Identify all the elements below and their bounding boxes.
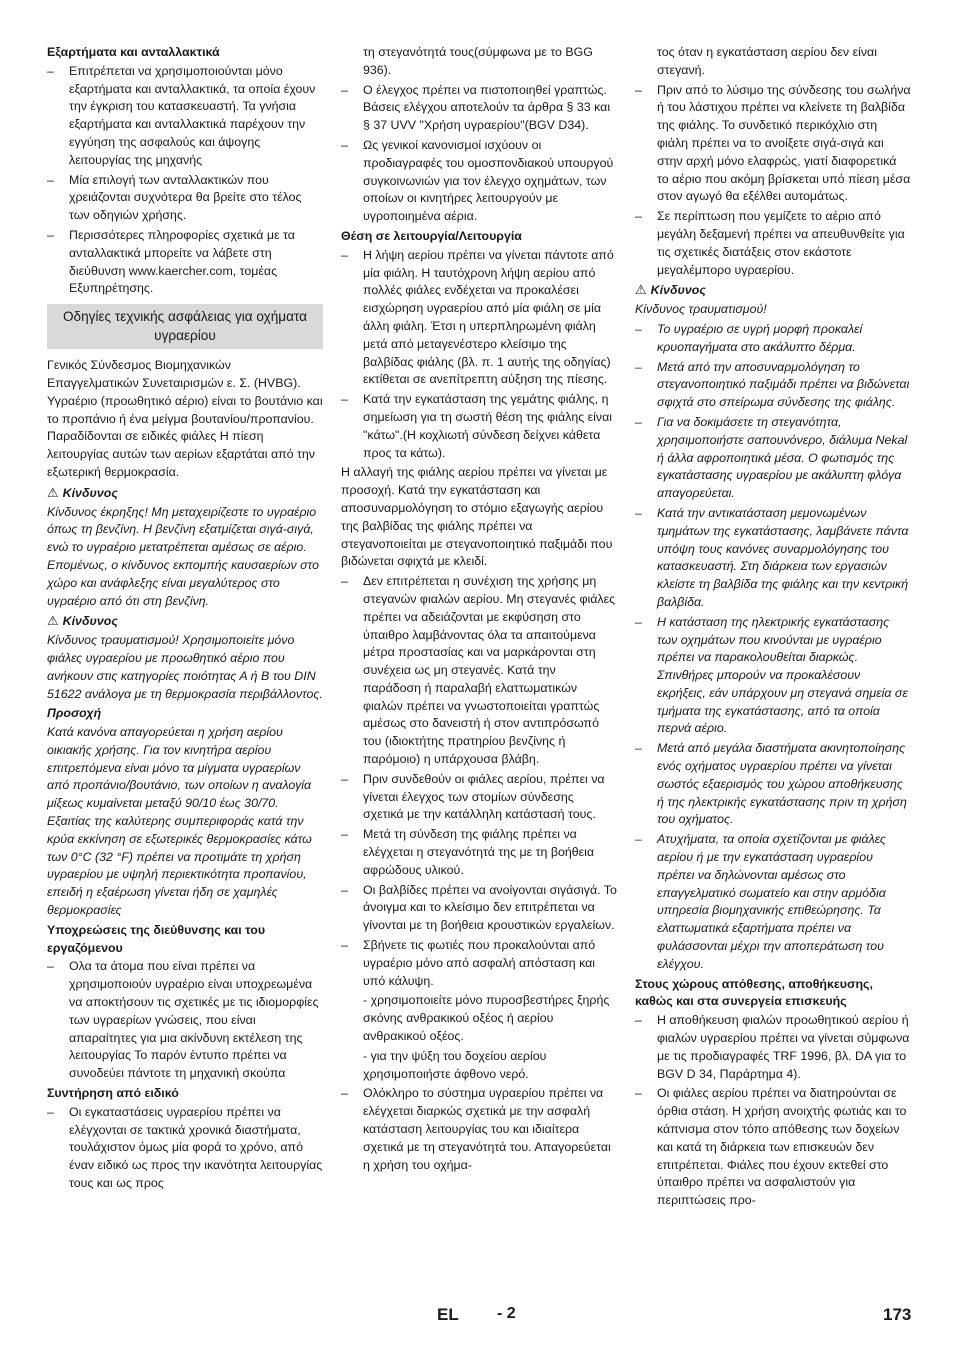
footer-page-marker: - 2 — [497, 1305, 516, 1322]
continued-text: - για την ψύξη του δοχείου αερίου χρησιμοποιήστε άφθονο νερό. — [363, 1048, 547, 1081]
list-item: – Σε περίπτωση που γεμίζετε το αέριο από μεγάλη δεξαμενή πρέπει να απευθυνθείτε για τις σχετικές διατάξεις στον εκάστοτε μεγαλέμπορο υγραερίου. — [635, 208, 911, 279]
text-column-2 — [341, 44, 617, 1176]
warning-text: Κίνδυνος τραυματισμού! — [635, 302, 767, 317]
danger-heading — [47, 484, 323, 503]
list-item: – Μετά τη σύνδεση της φιάλης πρέπει να ελέγχεται η στεγανότητά της με τη βοήθεια αφρώδους υλικού. — [341, 826, 617, 879]
list-item: – Η λήψη αερίου πρέπει να γίνεται πάντοτε από μία φιάλη. Η ταυτόχρονη λήψη αερίου από πολλές φιάλες ενδέχεται να προκαλέσει εισχώρηση υγραερίου από μία φιάλη σε μία άλλη φιάλη. Έτσι η υπερπληρωμένη φιάλη μετά από μεταγενέστερο κλείσιμο της βαλβίδας φιάλης (βλ. π. 1 αυτής της οδηγίας) εκτίθεται σε ανεπίτρεπτη αύξηση της πίεσης. — [341, 247, 617, 389]
paragraph: Η αλλαγή της φιάλης αερίου πρέπει να γίνεται με προσοχή. Κατά την εγκατάσταση και αποσυναρμολόγηση το στόμιο εξαγωγής αερίου της βαλβίδας της φιάλης πρέπει να στεγανοποιείται με στεγανοποιητικό παξιμάδι που βιδώνεται σφιχτά με κλειδί. — [341, 465, 613, 569]
warning-text: Κατά κανόνα απαγορεύεται η χρήση αερίου οικιακής χρήσης. Για τον κινητήρα αερίου επιτρεπόμενα είναι μόνο τα μίγματα υγραερίων από προπάνιο/βουτάνιο, των οποίων η αναλογία μίξεως κυμαίνεται μεταξύ 90/10 έως 30/70. Εξαιτίας της καλύτερης συμπεριφοράς κατά την κρύα εκκίνηση σε εξωτερικές θερμοκρασίες κάτω των 0°C (32 °F) πρέπει να προτιμάτε τη χρήση υγραερίου με υψηλή περιεκτικότητα προπανίου, επειδή η εξαέρωση γίνεται ήδη σε χαμηλές θερμοκρασίες — [47, 725, 312, 918]
warning-list-item: – Η κατάσταση της ηλεκτρικής εγκατάστασης των οχημάτων που κινούνται με υγραέριο πρέπει να παρακολουθείται διαρκώς. Σπινθήρες μπορούν να προκαλέσουν εκρήξεις, εάν υπάρχουν μη στεγανά σημεία σε τμήματα της εγκατάστασης, από τα οποία περνά αέριο. — [635, 614, 911, 739]
list-item: – Οι βαλβίδες πρέπει να ανοίγονται σιγάσιγά. Το άνοιγμα και το κλείσιμο δεν επιτρέπεται να γίνονται με τη βοήθεια κρουστικών εργαλείων. — [341, 882, 617, 935]
paragraph: Γενικός Σύνδεσμος Βιομηχανικών Επαγγελματικών Συνεταιρισμών ε. Σ. (HVBG). Υγραέριο (προωθητικό αέριο) είναι το βουτάνιο και το προπάνιο ή ένα μείγμα βουτανίου/προπανίου. Παραδίδονται σε ειδικές φιάλες Η πίεση λειτουργίας αυτών των αερίων εξαρτάται από την εξωτερική θερμοκρασία. — [47, 358, 323, 479]
text-column-1 — [47, 44, 323, 1195]
danger-heading — [47, 612, 323, 631]
warning-text: Κίνδυνος τραυματισμού! Χρησιμοποιείτε μόνο φιάλες υγραερίου με προωθητικό αέριο που ανήκουν στις κατηγορίες ποιότητας Α ή Β του DIN 51622 ανάλογα με τη θερμοκρασία περιβάλλοντος. — [47, 633, 323, 701]
continued-text: - χρησιμοποιείτε μόνο πυροσβεστήρες ξηρής σκόνης ανθρακικού οξέος ή αερίου ανθρακικού οξέος. — [363, 993, 610, 1044]
danger-label: Κίνδυνος — [62, 614, 118, 629]
list-item: – Πριν από το λύσιμο της σύνδεσης του σωλήνα ή του λάστιχου πρέπει να κλείνετε τη βαλβίδα της φιάλης. Το συνδετικό περικόχλιο στη φιάλη πρέπει να το ανοίξετε σιγά-σιγά και στην αρχή μόνο ελαφρώς, γιατί διαφορετικά το αέριο που ακόμη βρίσκεται υπό πίεση μέσα στον αγωγό θα εξέλθει αυτομάτως. — [635, 82, 911, 207]
section-title-box: Οδηγίες τεχνικής ασφάλειας για οχήματα υγραερίου — [47, 304, 323, 349]
footer-page-number: 173 — [883, 1305, 912, 1324]
list-item: – Σβήνετε τις φωτιές που προκαλούνται από υγραέριο μόνο από ασφαλή απόσταση και υπό κάλυψη. — [341, 937, 617, 990]
warning-list-item: – Κατά την αντικατάσταση μεμονωμένων τμημάτων της εγκατάστασης, λαμβάνετε πάντα υπόψη τους κανόνες συναρμολόγησης του κατασκευαστή. Στη διάρκεια των εργασιών κλείστε τη βαλβίδα της φιάλης και την κεντρική βαλβίδα. — [635, 505, 911, 612]
list-item: – Ως γενικοί κανονισμοί ισχύουν οι προδιαγραφές του ομοσπονδιακού υπουργού συγκοινωνιών για τον έλεγχο οχημάτων, των οποίων οι κινητήρες λειτουργούν με υγροποιημένα αέρια. — [341, 137, 617, 226]
continued-text: τος όταν η εγκατάσταση αερίου δεν είναι στεγανή. — [657, 45, 877, 77]
section-heading: Συντήρηση από ειδικό — [47, 1086, 179, 1101]
text-column-3 — [635, 44, 911, 1212]
section-heading: Θέση σε λειτουργία/Λειτουργία — [341, 228, 522, 243]
warning-text: Κίνδυνος έκρηξης! Μη μεταχειρίζεστε το υγραέριο όπως τη βενζίνη. Η βενζίνη εξατμίζεται σιγά-σιγά, ενώ το υγραέριο μετατρέπεται αμέσως σε αέριο. Επομένως, ο κίνδυνος εκπομπής καυσαερίων στο χώρο και ανάφλεξης είναι μεγαλύτερος στο υγραέριο από ότι στη βενζίνη. — [47, 504, 319, 608]
list-item: – Πριν συνδεθούν οι φιάλες αερίου, πρέπει να γίνεται έλεγχος των στομίων σύνδεσης σχετικά με την κατάλληλη κατάστασή τους. — [341, 771, 617, 824]
section-heading: Στους χώρους απόθεσης, αποθήκευσης, καθώς και στα συνεργεία επισκευής — [635, 976, 873, 1009]
list-item: – Δεν επιτρέπεται η συνέχιση της χρήσης μη στεγανών φιαλών αερίου. Μη στεγανές φιάλες πρέπει να αδειάζονται με εκφύσηση στο ύπαιθρο λαμβάνοντας όλα τα απαιτούμενα μέτρα προστασίας και να μαρκάρονται στη συνέχεια ως μη στεγανές. Κατά την παράδοση ή παραλαβή ελαττωματικών φιαλών πρέπει να γνωστοποιείται γραπτώς αμέσως στο δανειστή ή στον αντιπρόσωπό του (ιδιοκτήτης πρατηρίου βενζίνης ή παρόμοιο) η υπάρχουσα βλάβη. — [341, 573, 617, 769]
list-item: – Η αποθήκευση φιαλών προωθητικού αερίου ή φιαλών υγραερίου πρέπει να γίνεται σύμφωνα με τις προδιαγραφές TRF 1996, βλ. DA για το BGV D 34, Παράρτημα 4). — [635, 1012, 911, 1083]
list-item: – Ο έλεγχος πρέπει να πιστοποιηθεί γραπτώς. Βάσεις ελέγχου αποτελούν τα άρθρα § 33 και § 37 UVV "Χρήση υγραερίου"(BGV D34). — [341, 82, 617, 135]
danger-label: Κίνδυνος — [650, 283, 706, 298]
list-item: – Ολόκληρο το σύστημα υγραερίου πρέπει να ελέγχεται διαρκώς σχετικά με την ασφαλή κατάσταση λειτουργίας του και ιδιαίτερα σχετικά με τη στεγανότητά του. Απαγορεύεται η χρήση του οχήμα- — [341, 1085, 617, 1174]
list-item: – Ολα τα άτομα που είναι πρέπει να χρησιμοποιούν υγραέριο είναι υποχρεωμένα να αποκτήσουν τις σχετικές με τις ιδιομορφίες των υγραερίων γνώσεις, που είναι απαραίτητες για μια ακίνδυνη εκτέλεση της λειτουργίας Το παρόν έντυπο πρέπει να συνοδεύει πάντοτε τη μηχανική σκούπα — [47, 958, 323, 1083]
warning-list-item: – Για να δοκιμάσετε τη στεγανότητα, χρησιμοποιήστε σαπουνόνερο, διάλυμα Nekal ή άλλα αφροποιητικά μέσα. Ο φωτισμός της εγκατάστασης υγραερίου με ακάλυπτη φλόγα απαγορεύεται. — [635, 414, 911, 503]
warning-list-item: – Ατυχήματα, τα οποία σχετίζονται με φιάλες αερίου ή με την εγκατάσταση υγραερίου πρέπει να δηλώνονται αμέσως στο επαγγελματικό σωματείο και στην αρμόδια υπηρεσία βιομηχανικής επιθεώρησης. Τα ελαττωματικά εξαρτήματα πρέπει να φυλάσσονται μέχρι την αποπεράτωση του ελέγχου. — [635, 831, 911, 973]
list-item: – Περισσότερες πληροφορίες σχετικά με τα ανταλλακτικά μπορείτε να λάβετε στη διεύθυνση www.kaercher.com, τομέας Εξυπηρέτησης. — [47, 227, 323, 298]
warning-list-item: – Μετά από μεγάλα διαστήματα ακινητοποίησης ενός οχήματος υγραερίου πρέπει να γίνεται σωστός εξαερισμός του χώρου αποθήκευσης ή της ηλεκτρικής εγκατάστασης πριν τη χρήση του οχήματος. — [635, 740, 911, 829]
danger-heading — [635, 281, 911, 300]
danger-label: Κίνδυνος — [62, 485, 118, 500]
continued-text: τη στεγανότητά τους(σύμφωνα με το BGG 936). — [363, 45, 593, 77]
warning-triangle-icon: ⚠ — [47, 613, 59, 629]
list-item: – Μία επιλογή των ανταλλακτικών που χρειάζονται συχνότερα θα βρείτε στο τέλος των οδηγιών χρήσης. — [47, 172, 323, 225]
warning-list-item: – Το υγραέριο σε υγρή μορφή προκαλεί κρυοπαγήματα στο ακάλυπτο δέρμα. — [635, 321, 911, 357]
list-item: – Οι φιάλες αερίου πρέπει να διατηρούνται σε όρθια στάση. Η χρήση ανοιχτής φωτιάς και το κάπνισμα στον τόπο απόθεσης των δοχείων και κατά τη διάρκεια των επισκευών δεν επιτρέπεται. Φιάλες που έχουν εκτεθεί στο ύπαιθρο πρέπει να ασφαλιστούν για περιπτώσεις προ- — [635, 1085, 911, 1210]
warning-list-item: – Μετά από την αποσυναρμολόγηση το στεγανοποιητικό παξιμάδι πρέπει να βιδώνεται σφιχτά στο σπείρωμα σύνδεσης της φιάλης. — [635, 359, 911, 412]
list-item: – Επιτρέπεται να χρησιμοποιούνται μόνο εξαρτήματα και ανταλλακτικά, τα οποία έχουν την έγκριση του κατασκευαστή. Τα γνήσια εξαρτήματα και ανταλλακτικά παρέχουν την εγγύηση της ασφαλούς και άψογης λειτουργίας της μηχανής — [47, 63, 323, 170]
section-heading: Εξαρτήματα και ανταλλακτικά — [47, 45, 220, 59]
warning-triangle-icon: ⚠ — [635, 282, 647, 298]
caution-heading: Προσοχή — [47, 706, 102, 721]
footer-language: EL — [437, 1305, 459, 1324]
list-item: – Οι εγκαταστάσεις υγραερίου πρέπει να ελέγχονται σε τακτικά χρονικά διαστήματα, τουλάχιστον όμως μία φορά το χρόνο, από έναν ειδικό ως προς την ικανότητα λειτουργίας τους και ως προς — [47, 1104, 323, 1193]
list-item: – Κατά την εγκατάσταση της γεμάτης φιάλης, η σημείωση για τη σωστή θέση της φιάλης είναι "κάτω".(Η κοχλιωτή σύνδεση δείχνει κάθετα προς τα κάτω). — [341, 391, 617, 462]
warning-triangle-icon: ⚠ — [47, 484, 59, 500]
section-heading: Υποχρεώσεις της διεύθυνσης και του εργαζόμενου — [47, 922, 266, 955]
